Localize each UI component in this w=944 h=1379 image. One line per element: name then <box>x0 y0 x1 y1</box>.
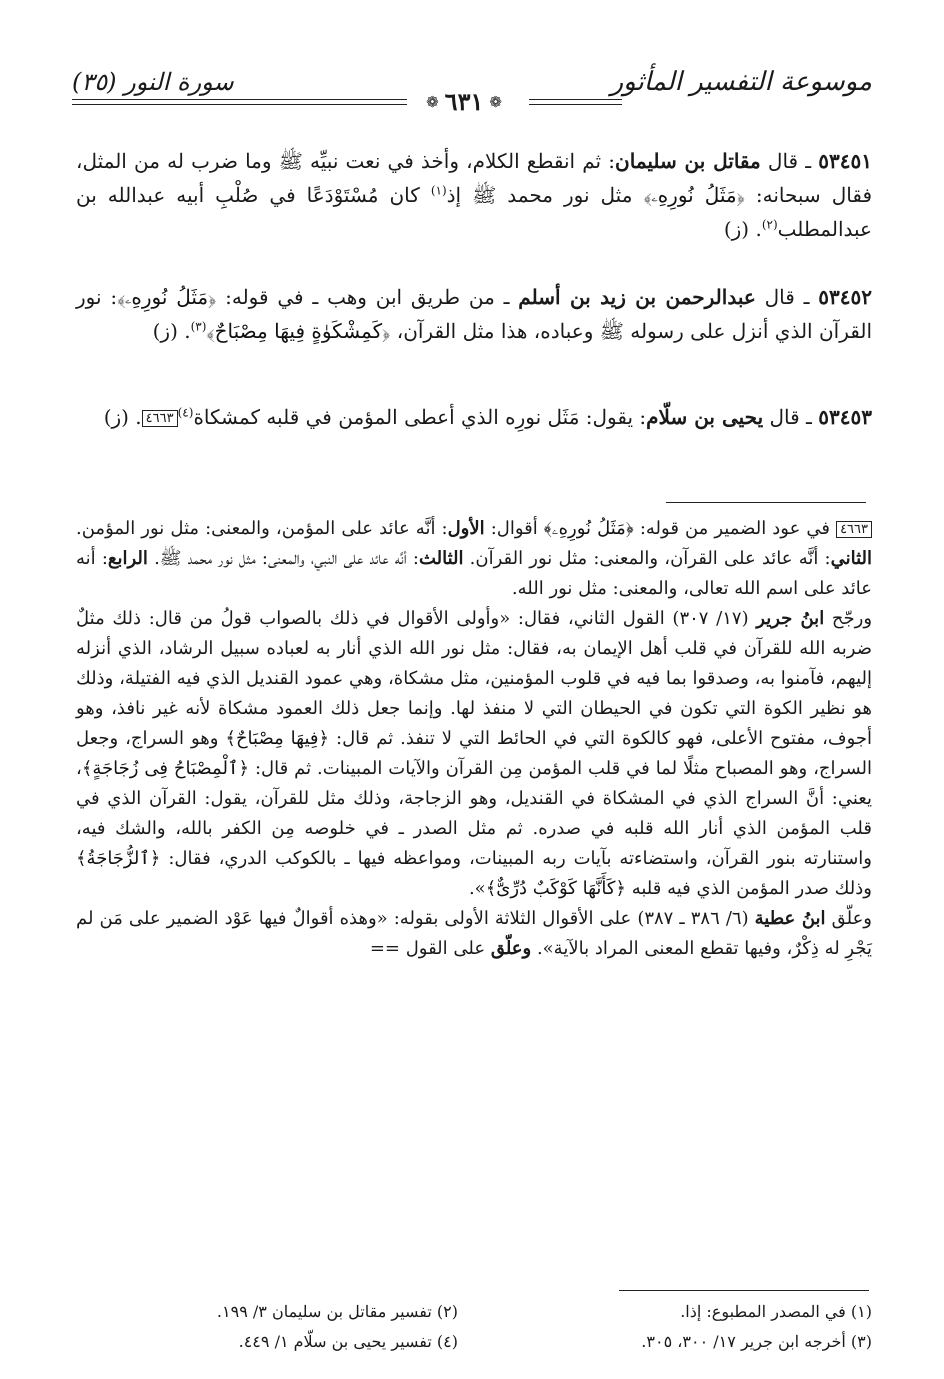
footnote-3: (٣) أخرجه ابن جرير ١٧/ ٣٠٠، ٣٠٥. <box>641 1332 872 1351</box>
page-number-box <box>408 86 520 118</box>
footnote-marker: (٤) <box>177 405 194 420</box>
section-divider <box>666 502 866 503</box>
note-text: : أنَّه عائد على القرآن، والمعنى: مثل نور القرآن. <box>463 548 831 569</box>
commentary-ref: ٤٦٦٣ <box>836 521 872 538</box>
entry-text: . (ز) <box>723 217 762 241</box>
entry-text: مثل نور محمد ﷺ إذ <box>446 183 644 207</box>
quran-quote: ﴿فِيهَا مِصْبَاحٌ﴾ <box>225 728 330 749</box>
entry-author: يحيى بن سلّام <box>646 405 764 429</box>
note-text: في عود الضمير من قوله: <box>633 518 837 539</box>
entry-sep: ـ قال <box>763 405 819 429</box>
note-text: ، يعني: أنَّ السراج الذي في المشكاة في القنديل، وهو الزجاجة، وذلك مثل للقرآن، يقول: القرآن الذي في قلب المؤمن الذي أنار الله قلبه في صدره. ثم مثل الصدر ـ في خلوصه مِن الكفر بالله، والشك فيه، واستنارته بنور القرآن، واستضاءته بآيات ربه المبينات، ومواعظه فيها ـ بالكوكب الدري، فقال: <box>76 758 872 869</box>
entry-number: ٥٣٤٥٣ <box>818 405 872 429</box>
entry-text: : يقول: مَثَل نورِه الذي أعطى المؤمن في قلبه كمشكاة <box>193 405 647 429</box>
entry-text: . (ز) <box>103 405 142 429</box>
note-label: الأول <box>447 518 485 539</box>
note-text: (١٧/ ٣٠٧) القول الثاني، فقال: «وأولى الأقوال في ذلك بالصواب قولُ من قال: ذلك مثلٌ ضربه الله للقرآن في قلب أهل الإيمان به، فقال: مثل نور الله الذي أنار به لعباده سبيل الرشاد، الذي أنزله إليهم، فآمنوا به، وصدقوا بما فيه في قلوب المؤمنين، مثل مشكاة، وهي عمود القنديل الذي فيه الفتيلة، وذلك هو نظير الكوة التي تكون في الحيطان التي لا منفذ لها. وإنما جعل ذلك العمود مشكاة لأنه غير نافذ، وهو أجوف، مفتوح الأعلى، فهو كالكوة التي في الحائط التي لا تنفذ. ثم قال: <box>76 608 873 749</box>
note-text: : أنه عائد على اسم الله تعالى، والمعنى: مثل نور الله. <box>76 548 872 599</box>
entry-text: كان مُسْتَوْدَعًا في صُلْبِ أبيه عبدالله بن عبدالمطلب <box>76 183 872 241</box>
note-text: أقوال: <box>484 518 544 539</box>
note-label: الثالث <box>418 548 464 569</box>
scholar-name: ابنُ عطية <box>754 908 826 929</box>
quran-quote: ﴿كَأَنَّهَا كَوْكَبٌ دُرِّىٌّ﴾ <box>485 878 626 899</box>
commentary-ref: ٤٦٦٣ <box>142 410 178 427</box>
entry-text: ـ من طريق ابن وهب ـ في قوله: <box>216 285 519 309</box>
note-paragraph <box>76 604 872 904</box>
note-paragraph <box>76 904 872 964</box>
note-text: : أنَّه عائد على النبي، والمعنى: مثل نور محمد ﷺ. <box>147 548 419 569</box>
entry-sep: ـ قال <box>760 149 819 173</box>
note-text: وذلك صدر المؤمن الذي فيه قلبه <box>625 878 872 899</box>
quran-quote: ﴿ٱلزُّجَاجَةُ﴾ <box>76 848 161 869</box>
entry-text: . (ز) <box>152 319 191 343</box>
footnote-marker: (١) <box>430 183 447 198</box>
book-title: موسوعة التفسير المأثور <box>610 67 872 97</box>
note-text: ». <box>468 878 486 899</box>
quran-quote: ﴿مَثَلُ نُورِهِۦ﴾ <box>117 285 217 309</box>
header-rule-right <box>529 99 622 105</box>
entry-text: : نور القرآن الذي أنزل على رسوله ﷺ وعباده، هذا مثل القرآن، <box>76 285 872 343</box>
surah-title: سورة النور (٣٥) <box>72 68 234 96</box>
footnote-marker: (٣) <box>190 319 207 334</box>
entry-53453 <box>76 400 872 434</box>
note-text: على القول == <box>369 938 491 959</box>
note-text: وعلّق <box>825 908 873 929</box>
ornament-icon: ❁ <box>489 92 502 111</box>
entry-53451 <box>76 144 872 246</box>
footnote-1: (١) في المصدر المطبوع: إذا. <box>680 1302 872 1321</box>
quran-quote: ﴿مَثَلُ نُورِهِۦ﴾ <box>543 518 634 539</box>
entry-number: ٥٣٤٥٢ <box>818 285 872 309</box>
footnote-2: (٢) تفسير مقاتل بن سليمان ٣/ ١٩٩. <box>216 1302 458 1321</box>
footnote-marker: (٢) <box>761 217 778 232</box>
entry-text: : ثم انقطع الكلام، وأخذ في نعت نبيِّه ﷺ وما ضرب له من المثل، فقال سبحانه: <box>76 149 872 207</box>
scholar-name: ابنُ جرير <box>756 608 825 629</box>
note-label: وعلّق <box>490 938 532 959</box>
quran-quote: ﴿ٱلْمِصْبَاحُ فِى زُجَاجَةٍ﴾ <box>81 758 250 779</box>
footnote-divider <box>619 1290 869 1291</box>
commentary-notes <box>76 514 872 964</box>
note-label: الرابع <box>107 548 148 569</box>
entry-sep: ـ قال <box>755 285 819 309</box>
quran-quote: ﴿مَثَلُ نُورِهِۦ﴾ <box>643 183 745 207</box>
note-label: الثاني <box>830 548 873 569</box>
note-text: : أنَّه عائد على المؤمن، والمعنى: مثل نور المؤمن. <box>76 518 448 539</box>
ornament-icon: ❁ <box>426 92 439 111</box>
entry-number: ٥٣٤٥١ <box>818 149 872 173</box>
footnote-4: (٤) تفسير يحيى بن سلّام ١/ ٤٤٩. <box>238 1332 458 1351</box>
header-rule-left <box>72 99 407 105</box>
entry-author: عبدالرحمن بن زيد بن أسلم <box>518 285 756 309</box>
page-number: ٦٣١ <box>444 87 484 116</box>
quran-quote: ﴿كَمِشْكَوٰةٍ فِيهَا مِصْبَاحٌ﴾ <box>206 319 391 343</box>
note-paragraph <box>76 514 872 604</box>
entry-53452 <box>76 280 872 348</box>
note-text: وهو السراج، وجعل السراج، وهو المصباح مثلًا لما في قلب المؤمن مِن القرآن والآيات المبينات. ثم قال: <box>76 728 872 779</box>
note-text: ورجّح <box>824 608 873 629</box>
entry-author: مقاتل بن سليمان <box>615 149 761 173</box>
note-text: (٦/ ٣٨٦ ـ ٣٨٧) على الأقوال الثلاثة الأولى بقوله: «وهذه أقوالٌ فيها عَوْد الضمير على مَن لم يَجْرِ له ذِكْرٌ، وفيها تقطع المعنى المراد بالآية». <box>76 908 872 959</box>
